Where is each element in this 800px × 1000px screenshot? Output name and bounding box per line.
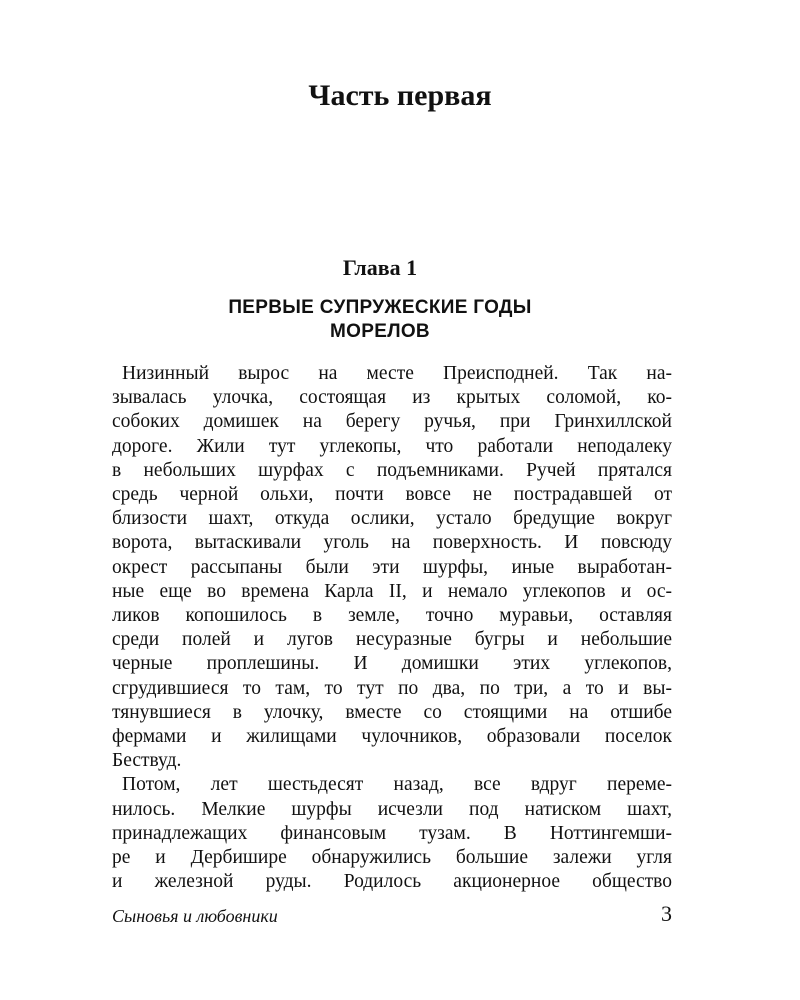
text-line: окрест рассыпаны были эти шурфы, иные выработан-	[112, 556, 672, 578]
text-line: и железной руды. Родилось акционерное общество	[112, 871, 672, 893]
text-line: Бествуд.	[112, 750, 182, 772]
page-number: 3	[661, 901, 672, 926]
paragraph	[112, 362, 672, 773]
paragraph	[112, 773, 672, 894]
text-line: средь черной ольхи, почти вовсе не пострадавшей от	[112, 484, 672, 506]
text-line: сгрудившиеся то там, то тут по два, по три, а то и вы-	[112, 677, 672, 699]
part-title: Часть первая	[308, 79, 492, 112]
chapter-number: Глава 1	[342, 255, 418, 280]
chapter-title-line: МОРЕЛОВ	[330, 321, 430, 342]
text-line: Низинный вырос на месте Преисподней. Так на-	[122, 363, 672, 384]
text-line: ные еще во времена Карла II, и немало углекопов и ос-	[112, 580, 672, 602]
chapter-title	[0, 296, 760, 344]
text-line: среди полей и лугов несуразные бугры и небольшие	[112, 629, 672, 651]
page-footer	[112, 902, 672, 930]
text-line: ре и Дербишире обнаружились большие залежи угля	[112, 847, 672, 869]
text-line: черные проплешины. И домишки этих углекопов,	[112, 653, 672, 675]
text-line: фермами и жилищами чулочников, образовали поселок	[112, 726, 672, 748]
text-line: дороге. Жили тут углекопы, что работали неподалеку	[112, 435, 672, 457]
text-line: ворота, вытаскивали уголь на поверхность. И повсюду	[112, 532, 672, 554]
body-text	[112, 362, 672, 894]
text-line: собоких домишек на берегу ручья, при Гринхиллской	[112, 411, 672, 433]
text-line: в небольших шурфах с подъемниками. Ручей прятался	[112, 459, 672, 481]
text-line: тянувшиеся в улочку, вместе со стоящими на отшибе	[112, 701, 672, 723]
text-line: ликов копошилось в земле, точно муравьи, оставляя	[112, 605, 672, 627]
text-line: зывалась улочка, состоящая из крытых соломой, ко-	[112, 387, 672, 409]
text-line: близости шахт, откуда ослики, устало бредущие вокруг	[112, 508, 672, 530]
text-line: Потом, лет шестьдесят назад, все вдруг переме-	[122, 774, 672, 796]
text-line: нилось. Мелкие шурфы исчезли под натиском шахт,	[112, 798, 672, 820]
chapter-title-line: ПЕРВЫЕ СУПРУЖЕСКИЕ ГОДЫ	[228, 297, 532, 318]
text-line: принадлежащих финансовым тузам. В Ноттингемши-	[112, 822, 672, 844]
running-title: Сыновья и любовники	[112, 906, 278, 926]
